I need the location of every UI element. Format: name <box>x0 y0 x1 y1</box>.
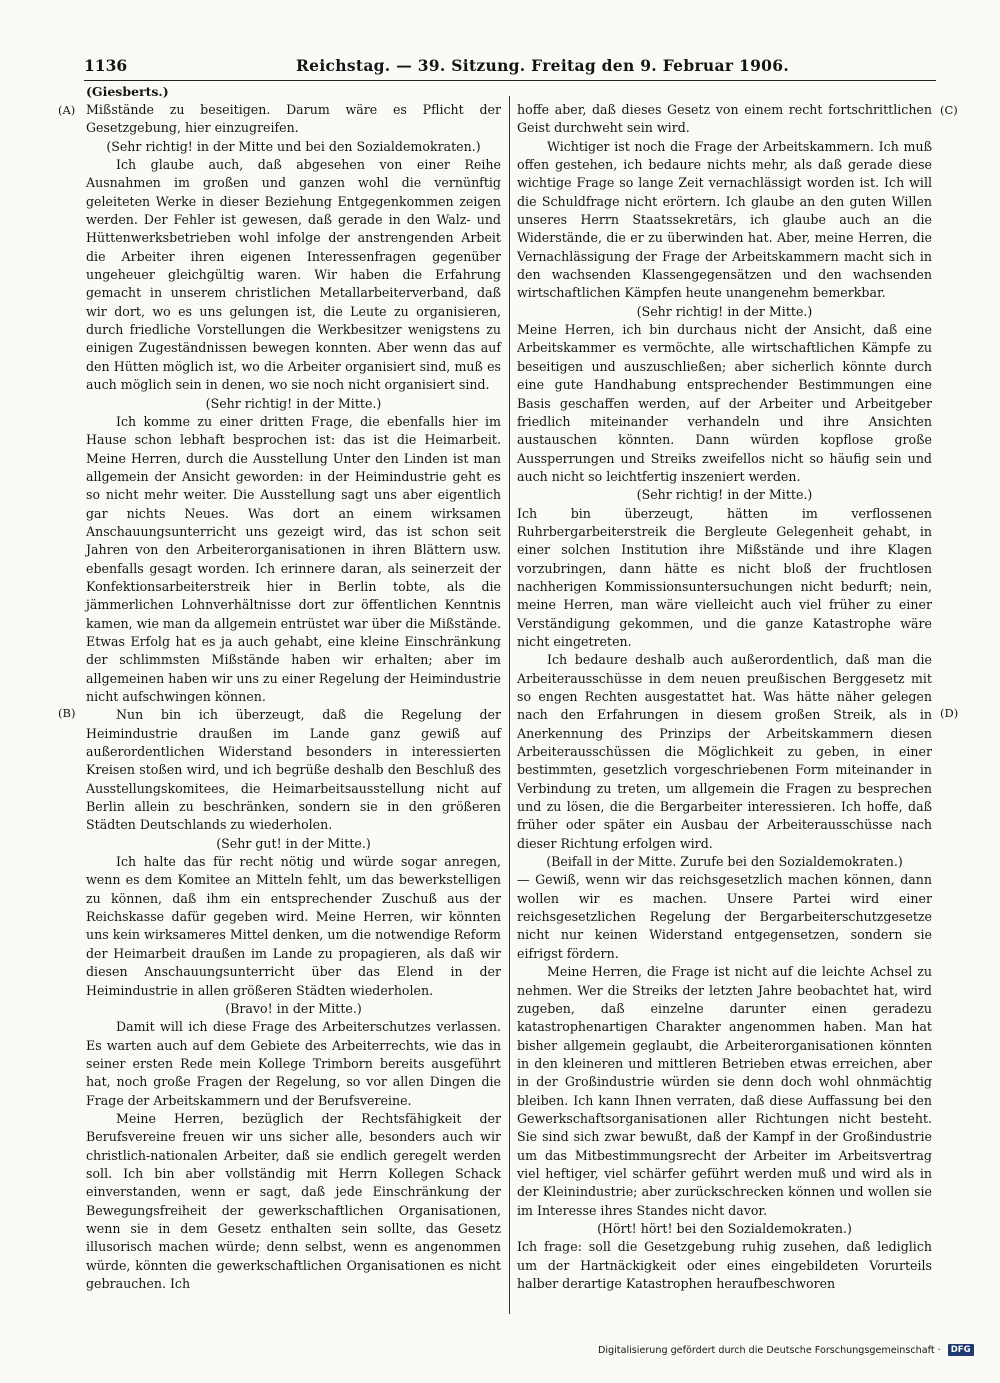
paragraph: Nun bin ich überzeugt, daß die Regelung der Heimindustrie draußen im Lande ganz gewiß auf außerordentlichen Widerstand besonders in interessierten Kreisen stoßen wird, und ich begrüße deshalb den Beschluß des Ausstellungskomitees, die Heimarbeitsausstellung nicht auf Berlin allein zu beschränken, sondern sie in den größeren Städten Deutschlands zu wiederholen. <box>86 707 501 833</box>
paragraph: Mißstände zu beseitigen. Darum wäre es Pflicht der Gesetzgebung, hier einzugreifen. <box>86 102 501 136</box>
interjection: (Beifall in der Mitte. Zurufe bei den Sozialdemokraten.) <box>546 854 903 870</box>
column-separator <box>509 96 510 1314</box>
margin-marker-c: (C) <box>940 103 958 117</box>
margin-marker-d: (D) <box>940 706 959 720</box>
paragraph: Ich halte das für recht nötig und würde sogar anregen, wenn es dem Komitee an Mitteln fehlt, um das bewerkstelligen zu können, daß ihm ein entsprechender Zuschuß aus der Reichskasse dafür gegeben wird. Meine Herren, wir könnten uns kein wirksameres Mittel denken, um die notwendige Reform der Heimarbeit draußen im Lande zu propagieren, als daß wir diesen Anschauungsunterricht über das Elend in der Heimindustrie in allen größeren Städten wiederholen. <box>86 854 501 998</box>
margin-marker-b: (B) <box>58 706 76 720</box>
paragraph: — Gewiß, wenn wir das reichsgesetzlich machen können, dann wollen wir es machen. Unsere Partei wird einer reichsgesetzlichen Regelung der Bergarbeiterschutzgesetze nicht nur keinen Widerstand entgegensetzen, sondern sie eifrigst fördern. <box>517 872 932 961</box>
paragraph: Meine Herren, bezüglich der Rechtsfähigkeit der Berufsvereine freuen wir uns sicher alle, besonders auch wir christlich-nationalen Arbeiter, daß sie endlich geregelt werden soll. Ich bin aber vollständig mit Herrn Kollegen Schack einverstanden, wenn er sagt, daß jede Einschränkung der Bewegungsfreiheit der gewerkschaftlichen Organisationen, wenn sie in dem Gesetz enthalten sein sollte, das Gesetz illusorisch machen würde; denn selbst, wenn es angenommen würde, könnten die gewerkschaftlichen Organisationen es nicht gebrauchen. Ich <box>86 1110 501 1291</box>
paragraph: Ich bin überzeugt, hätten im verflossenen Ruhrbergarbeiterstreik die Bergleute Gelegenheit gehabt, in einer solchen Institution ihre Mißstände und ihre Klagen vorzubringen, dann hätte es nicht bloß der fruchtlosen nachherigen Kommissionsuntersuchungen nicht bedurft; nein, meine Herren, man wäre vielleicht auch viel früher zu einer Verständigung gekommen, und die ganze Katastrophe wäre nicht eingetreten. <box>517 505 932 649</box>
paragraph: Meine Herren, ich bin durchaus nicht der Ansicht, daß eine Arbeitskammer es vermöchte, alle wirtschaftlichen Kämpfe zu beseitigen und auszuschließen; aber sicherlich könnte durch eine gute Handhabung entsprechender Bestimmungen eine Basis geschaffen werden, auf der Arbeiter und Arbeitgeber friedlich miteinander verhandeln und ihre Ansichten austauschen könnten. Dann würden kopflose große Aussperrungen und Streiks zweifellos nicht so häufig sein und auch nicht so leichtfertig inszeniert werden. <box>517 322 932 484</box>
interjection: (Bravo! in der Mitte.) <box>225 1000 362 1016</box>
interjection: (Hört! hört! bei den Sozialdemokraten.) <box>597 1220 852 1236</box>
interjection: (Sehr richtig! in der Mitte und bei den Sozialdemokraten.) <box>106 138 481 154</box>
interjection: (Sehr richtig! in der Mitte.) <box>636 303 813 319</box>
digitization-credit <box>598 1344 974 1356</box>
paragraph: Ich frage: soll die Gesetzgebung ruhig zusehen, daß lediglich um der Hartnäckigkeit oder eines eingebildeten Vorurteils halber derartige Katastrophen heraufbeschworen <box>517 1239 932 1291</box>
paragraph: hoffe aber, daß dieses Gesetz von einem recht fortschrittlichen Geist durchweht sein wird. <box>517 102 932 136</box>
paragraph: Ich komme zu einer dritten Frage, die ebenfalls hier im Hause schon lebhaft besprochen ist: das ist die Heimarbeit. Meine Herren, durch die Ausstellung Unter den Linden ist man allgemein der Ansicht geworden: in der Heimindustrie geht es so nicht mehr weiter. Die Ausstellung sagt uns aber eigentlich gar nichts Neues. Was dort an einem wirksamen Anschauungsunterricht uns gezeigt wird, das ist schon seit Jahren von den Arbeiterorganisationen in ihren Blättern usw. ebenfalls gesagt worden. Ich erinnere daran, als seinerzeit der Konfektionsarbeiterstreik hier in Berlin tobte, als die jämmerlichen Lohnverhältnisse dort zur öffentlichen Kenntnis kamen, wie man da allgemein entrüstet war über die Mißstände. Etwas Erfolg hat es ja auch gehabt, eine kleine Einschränkung der schlimmsten Mißstände haben wir erhalten; aber im allgemeinen haben wir uns zu einer Regelung der Heimindustrie nicht aufschwingen können. <box>86 413 501 704</box>
header-rule <box>84 80 936 81</box>
paragraph: Ich bedaure deshalb auch außerordentlich, daß man die Arbeiterausschüsse in dem neuen preußischen Berggesetz mit so engen Rechten ausgestattet hat. Was hätte näher gelegen nach den Erfahrungen in diesem großen Streik, als in Anerkennung des Prinzips der Arbeitskammern diesen Arbeiterausschüssen die Möglichkeit zu geben, in einer bestimmten, gesetzlich vorgeschriebenen Form miteinander in Verbindung zu treten, um allgemein die Fragen zu besprechen und zu lösen, die die Bergarbeiter interessieren. Ich hoffe, daß früher oder später ein Ausbau der Arbeiterausschüsse nach dieser Richtung erfolgen wird. <box>517 652 932 851</box>
interjection: (Sehr gut! in der Mitte.) <box>216 835 371 851</box>
left-column <box>86 101 501 1293</box>
paragraph: Wichtiger ist noch die Frage der Arbeitskammern. Ich muß offen gestehen, ich bedaure nichts mehr, als daß gerade diese wichtige Frage so lange Zeit vernachlässigt worden ist. Ich will die Schuldfrage nicht erörtern. Ich glaube an den guten Willen unseres Herrn Staatssekretärs, ich glaube auch an die Widerstände, die er zu überwinden hat. Aber, meine Herren, die Vernachlässigung der Frage der Arbeitskammern macht sich in den wachsenden Klassengegensätzen und den wachsenden wirtschaftlichen Kämpfen heute unangenehm bemerkbar. <box>517 138 932 301</box>
credit-text: Digitalisierung gefördert durch die Deutsche Forschungsgemeinschaft · <box>598 1345 941 1356</box>
speaker-name: (Giesberts.) <box>86 84 169 99</box>
interjection: (Sehr richtig! in der Mitte.) <box>636 487 813 503</box>
running-title: Reichstag. — 39. Sitzung. Freitag den 9. Februar 1906. <box>296 56 790 75</box>
margin-marker-a: (A) <box>58 103 76 117</box>
dfg-logo: DFG <box>948 1344 974 1356</box>
right-column <box>517 101 932 1293</box>
page-number: 1136 <box>84 56 128 75</box>
paragraph: Meine Herren, die Frage ist nicht auf die leichte Achsel zu nehmen. Wer die Streiks der letzten Jahre beobachtet hat, wird zugeben, daß einzelne darunter einen geradezu katastrophenartigen Charakter angenommen haben. Man hat bisher allgemein geglaubt, die Arbeiterorganisationen könnten in den kleineren und mittleren Betrieben etwas erreichen, aber in der Großindustrie würden sie denn doch wohl ohnmächtig bleiben. Ich kann Ihnen verraten, daß diese Auffassung bei den Gewerkschaftsorganisationen aller Richtungen nicht besteht. Sie sind sich zwar bewußt, daß der Kampf in der Großindustrie um das Mitbestimmungsrecht der Arbeiter im Arbeitsvertrag viel heftiger, viel schärfer geführt werden muß und wird als in der Kleinindustrie; aber zurückschrecken können und wollen sie im Interesse ihres Standes nicht davor. <box>517 964 932 1218</box>
page-header <box>84 56 934 78</box>
interjection: (Sehr richtig! in der Mitte.) <box>205 395 382 411</box>
paragraph: Damit will ich diese Frage des Arbeiterschutzes verlassen. Es warten auch auf dem Gebiete des Arbeiterrechts, wie das in seiner ersten Rede mein Kollege Trimborn bereits ausgeführt hat, noch große Fragen der Regelung, so vor allen Dingen die Frage der Arbeitskammern und der Berufsvereine. <box>86 1019 501 1108</box>
paragraph: Ich glaube auch, daß abgesehen von einer Reihe Ausnahmen im großen und ganzen wohl die vernünftig geleiteten Werke in dieser Beziehung Entgegenkommen zeigen werden. Der Fehler ist gewesen, daß gerade in den Walz- und Hüttenwerksbetrieben wohl infolge der anstrengenden Arbeit die Arbeiter ihren eigenen Interessenfragen gegenüber ungeheuer gleichgültig waren. Wir haben die Erfahrung gemacht in unserem christlichen Metallarbeiterverband, daß wir dort, wo es uns gelungen ist, die Leute zu organisieren, durch friedliche Vorstellungen die Werkbesitzer wenigstens zu einigen Zugeständnissen bewegen konnten. Aber wenn das auf den Hütten möglich ist, wo die Arbeiter organisiert sind, muß es auch möglich sein in denen, wo sie noch nicht organisiert sind. <box>86 157 501 393</box>
